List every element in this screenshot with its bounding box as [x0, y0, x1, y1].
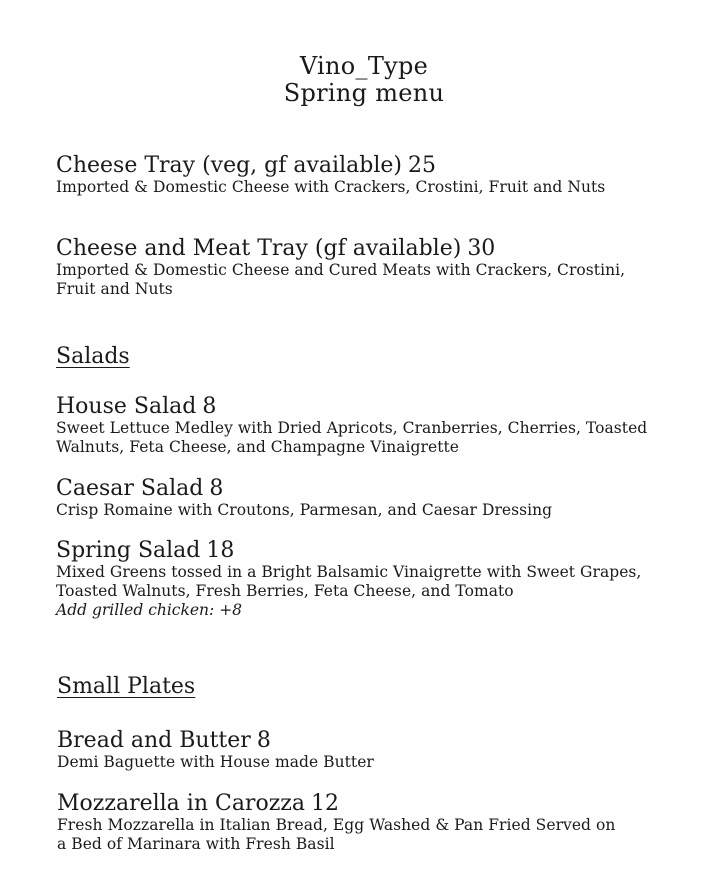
item-price: 8 [202, 394, 217, 419]
item-name: Mozzarella in Carozza [57, 791, 305, 816]
menu-item-mozzarella-carozza [57, 791, 617, 854]
item-name: Bread and Butter [57, 728, 251, 753]
item-price: 30 [467, 236, 496, 261]
item-name: Cheese and Meat Tray (gf available) [56, 236, 462, 261]
item-description: Imported & Domestic Cheese with Crackers, Crostini, Fruit and Nuts [56, 178, 606, 196]
menu-item-caesar-salad [56, 476, 696, 520]
item-description: Mixed Greens tossed in a Bright Balsamic Vinaigrette with Sweet Grapes, Toasted Walnuts, Fresh Berries, Feta Cheese, and Tomato [56, 563, 642, 600]
item-price: 18 [206, 538, 235, 563]
item-description: Sweet Lettuce Medley with Dried Apricots, Cranberries, Cherries, Toasted Walnuts, Feta Cheese, and Champagne Vinaigrette [56, 419, 648, 456]
item-name: Spring Salad [56, 538, 201, 563]
item-name: House Salad [56, 394, 197, 419]
item-name: Cheese Tray (veg, gf available) [56, 153, 402, 178]
menu-item-house-salad [56, 394, 696, 457]
item-description: Fresh Mozzarella in Italian Bread, Egg Washed & Pan Fried Served on a Bed of Marinara with Fresh Basil [57, 816, 616, 853]
section-heading-salads: Salads [56, 344, 130, 369]
item-description: Imported & Domestic Cheese and Cured Meats with Crackers, Crostini, Fruit and Nuts [56, 261, 626, 298]
item-price: 8 [209, 476, 224, 501]
item-addon: Add grilled chicken: +8 [56, 601, 243, 619]
section-heading-small-plates: Small Plates [57, 674, 196, 699]
item-price: 8 [256, 728, 271, 753]
item-description: Crisp Romaine with Croutons, Parmesan, and Caesar Dressing [56, 501, 553, 519]
menu-item-cheese-tray [56, 153, 636, 197]
item-description: Demi Baguette with House made Butter [57, 753, 374, 771]
menu-item-bread-butter [57, 728, 657, 772]
menu-item-spring-salad [56, 538, 696, 620]
menu-title: Spring menu [283, 79, 445, 107]
item-price: 12 [311, 791, 339, 816]
menu-item-cheese-meat-tray [56, 236, 636, 299]
item-name: Caesar Salad [56, 476, 204, 501]
restaurant-name: Vino_Type [299, 52, 429, 80]
item-price: 25 [407, 153, 436, 178]
